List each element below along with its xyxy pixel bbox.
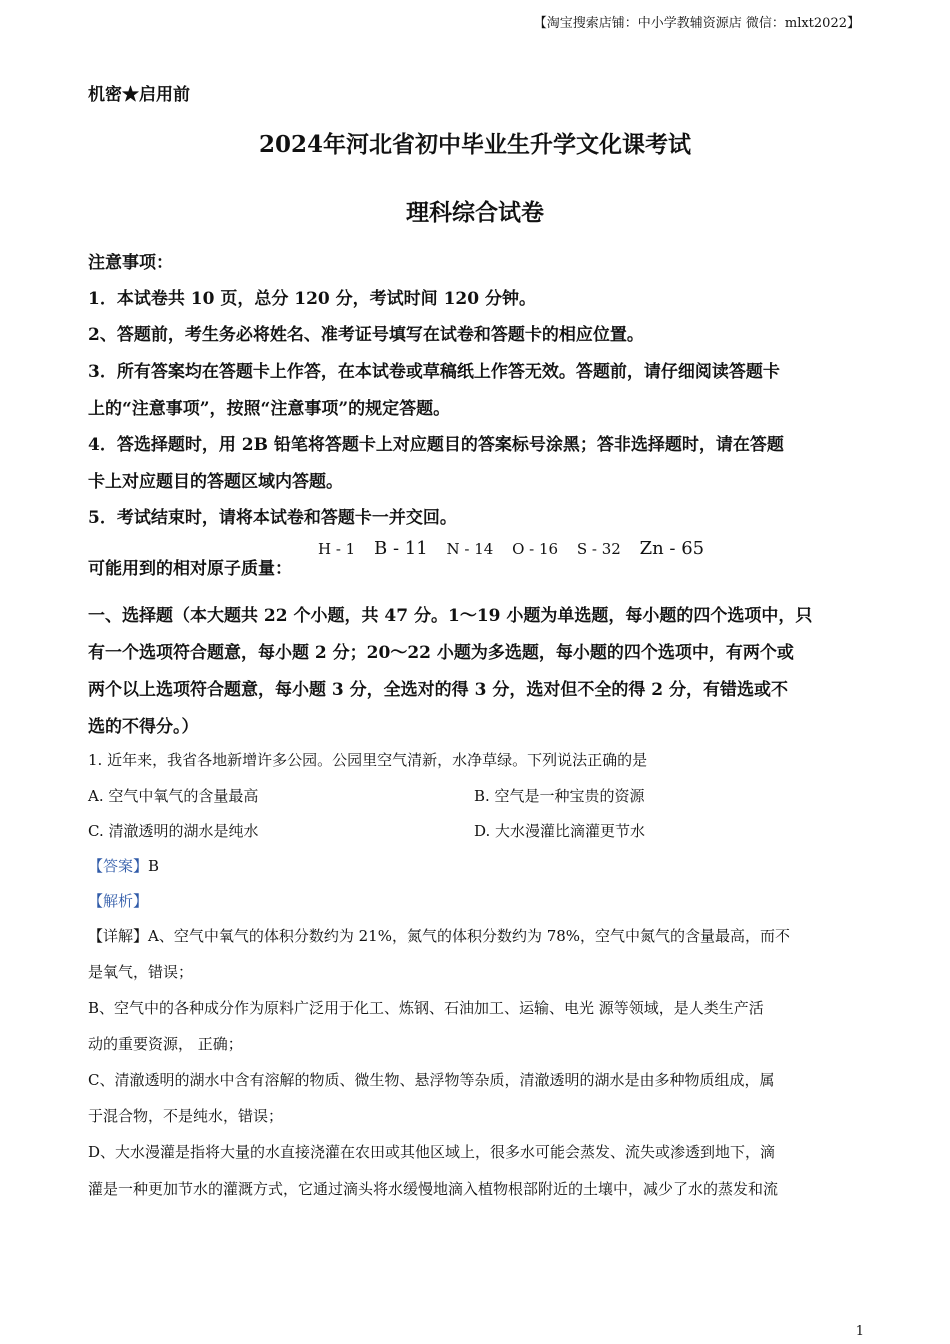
atomic-mass-item: O - 16 <box>512 540 559 558</box>
exam-title: 2024年河北省初中毕业生升学文化课考试 <box>258 131 691 158</box>
note-line: 1．本试卷共 10 页，总分 120 分，考试时间 120 分钟。 <box>88 289 536 309</box>
section-one-line: 有一个选项符合题意，每小题 2 分；20～22 小题为多选题，每小题的四个选项中，有两个或 <box>88 643 794 663</box>
atomic-mass-item: B - 11 <box>374 538 428 559</box>
note-line: 上的“注意事项”，按照“注意事项”的规定答题。 <box>88 399 451 419</box>
confidential-mark: 机密★启用前 <box>88 85 190 105</box>
answer-label: 【答案】 <box>88 857 149 875</box>
atomic-mass-item: H - 1 <box>318 540 356 558</box>
detail-line: B、空气中的各种成分作为原料广泛用于化工、炼钢、石油加工、运输、电光 源等领域，是人类生产活 <box>88 999 764 1017</box>
option-b: B. 空气是一种宝贵的资源 <box>474 787 645 805</box>
detail-line: 是氧气，错误； <box>88 963 194 981</box>
detail-line: 于混合物，不是纯水，错误； <box>88 1107 284 1125</box>
note-line: 3．所有答案均在答题卡上作答，在本试卷或草稿纸上作答无效。答题前，请仔细阅读答题卡 <box>88 362 780 382</box>
detail-line: 灌是一种更加节水的灌溉方式，它通过滴头将水缓慢地滴入植物根部附近的土壤中，减少了水的蒸发和流 <box>88 1180 779 1198</box>
analysis-label: 【解析】 <box>88 892 149 910</box>
detail-line: 【详解】A、空气中氧气的体积分数约为 21%，氮气的体积分数约为 78%，空气中氮气的含量最高，而不 <box>88 927 791 945</box>
note-line: 卡上对应题目的答题区域内答题。 <box>88 472 343 492</box>
section-one-line: 两个以上选项符合题意，每小题 3 分，全选对的得 3 分，选对但不全的得 2 分，有错选或不 <box>88 680 788 700</box>
header-store-tag: 【淘宝搜索店铺：中小学教辅资源店 微信：mlxt2022】 <box>533 16 860 31</box>
note-line: 4．答选择题时，用 2B 铅笔将答题卡上对应题目的答案标号涂黑；答非选择题时，请在答题 <box>88 435 784 455</box>
answer-line <box>88 855 159 876</box>
atomic-mass-list <box>318 538 718 559</box>
question-stem: 1. 近年来，我省各地新增许多公园。公园里空气清新，水净草绿。下列说法正确的是 <box>88 751 648 769</box>
atomic-mass-item: N - 14 <box>446 540 494 558</box>
section-one-line: 一、选择题（本大题共 22 个小题，共 47 分。1～19 小题为单选题，每小题的四个选项中，只 <box>88 606 813 626</box>
atomic-mass-item: S - 32 <box>576 540 621 558</box>
option-a: A. 空气中氧气的含量最高 <box>88 787 259 805</box>
answer-value: B <box>148 857 160 875</box>
detail-line: C、清澈透明的湖水中含有溶解的物质、微生物、悬浮物等杂质，清澈透明的湖水是由多种物质组成，属 <box>88 1071 775 1089</box>
section-one-line: 选的不得分。） <box>88 717 199 737</box>
detail-line: 动的重要资源， 正确； <box>88 1035 243 1053</box>
note-line: 5．考试结束时，请将本试卷和答题卡一并交回。 <box>88 508 457 528</box>
atomic-mass-label: 可能用到的相对原子质量： <box>88 559 292 579</box>
detail-line: D、大水漫灌是指将大量的水直接浇灌在农田或其他区域上，很多水可能会蒸发、流失或渗透到地下，滴 <box>88 1143 776 1161</box>
exam-subtitle: 理科综合试卷 <box>406 199 544 226</box>
option-c: C. 清澈透明的湖水是纯水 <box>88 822 259 840</box>
notes-heading: 注意事项： <box>88 253 173 273</box>
page-number: 1 <box>855 1324 864 1339</box>
option-d: D. 大水漫灌比滴灌更节水 <box>474 822 646 840</box>
note-line: 2、答题前，考生务必将姓名、准考证号填写在试卷和答题卡的相应位置。 <box>88 325 644 345</box>
atomic-mass-item: Zn - 65 <box>639 538 705 559</box>
